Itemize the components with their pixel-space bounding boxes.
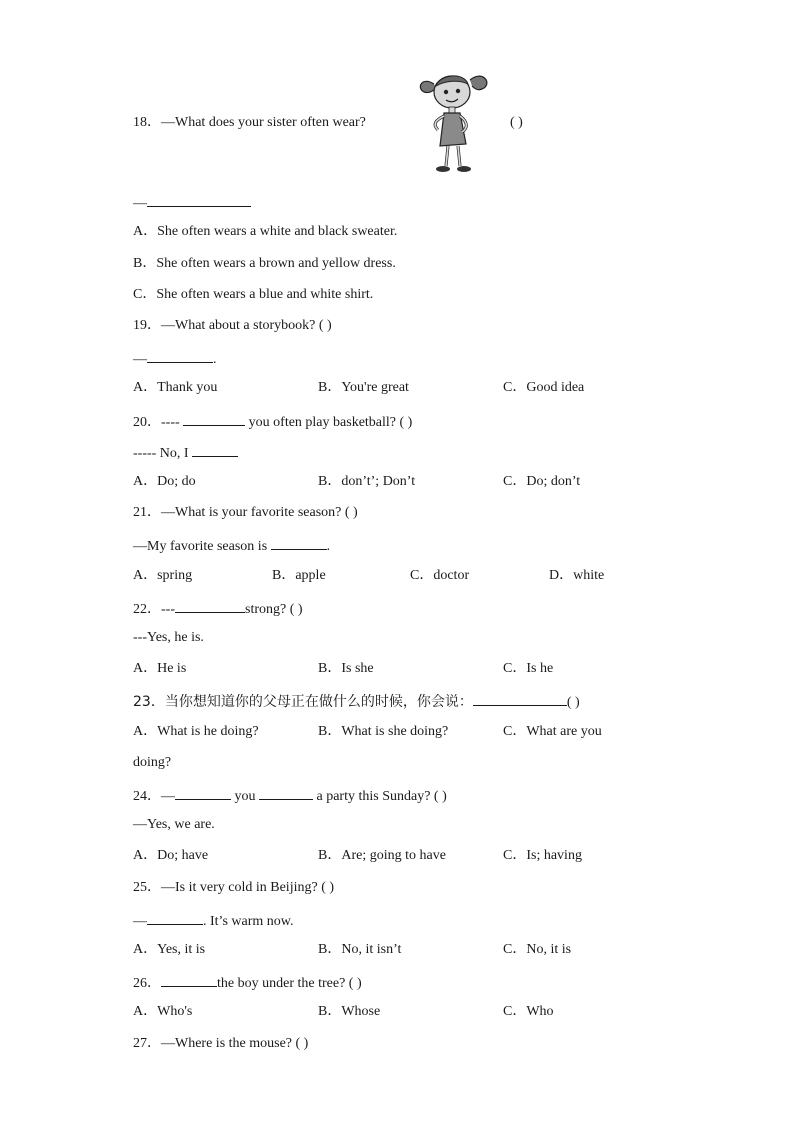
q25-option-b[interactable]: B．No, it isn’t [318, 942, 402, 957]
answer-blank[interactable] [473, 691, 567, 706]
answer-text: . It’s warm now. [203, 914, 294, 929]
q25-option-a[interactable]: A．Yes, it is [133, 942, 206, 957]
answer-blank[interactable] [175, 598, 245, 613]
question-text: 23．当你想知道你的父母正在做什么的时候，你会说： [133, 694, 473, 710]
q23-option-c[interactable]: C．What are you [503, 724, 602, 739]
answer-blank[interactable] [259, 785, 313, 800]
q22-option-c[interactable]: C．Is he [503, 661, 554, 676]
q25-answer-line[interactable] [133, 910, 293, 931]
question-number: 24．— [133, 789, 175, 804]
q25-stem: 25．—Is it very cold in Beijing? ( ) [133, 880, 335, 895]
question-text: strong? ( ) [245, 602, 303, 617]
q18-option-c[interactable]: C．She often wears a blue and white shirt. [133, 287, 374, 302]
q20-option-c[interactable]: C．Do; don’t [503, 474, 581, 489]
q18-option-a[interactable]: A．She often wears a white and black sweater. [133, 224, 398, 239]
dash: — [133, 914, 147, 929]
dash: — [133, 196, 147, 211]
q18-option-b[interactable]: B．She often wears a brown and yellow dress. [133, 256, 396, 271]
q26-option-c[interactable]: C．Who [503, 1004, 554, 1019]
q22-option-b[interactable]: B．Is she [318, 661, 374, 676]
q21-option-b[interactable]: B．apple [272, 568, 326, 583]
q22-answer: ---Yes, he is. [133, 630, 204, 645]
q20-option-b[interactable]: B．don’t’; Don’t [318, 474, 416, 489]
q23-option-c-continuation: doing? [133, 755, 172, 770]
answer-blank[interactable] [147, 348, 213, 363]
q21-stem: 21．—What is your favorite season? ( ) [133, 505, 358, 520]
q24-option-a[interactable]: A．Do; have [133, 848, 209, 863]
q24-option-b[interactable]: B．Are; going to have [318, 848, 446, 863]
q26-option-a[interactable]: A．Who's [133, 1004, 193, 1019]
question-text: you [234, 789, 256, 804]
q22-option-a[interactable]: A．He is [133, 661, 187, 676]
question-number: 20．---- [133, 415, 180, 430]
answer-blank[interactable] [161, 972, 217, 987]
q20-option-a[interactable]: A．Do; do [133, 474, 196, 489]
answer-blank[interactable] [147, 192, 251, 207]
period: . [326, 539, 331, 554]
q24-stem [133, 785, 447, 806]
q26-stem [133, 972, 362, 993]
answer-text: —My favorite season is [133, 539, 268, 554]
question-text: the boy under the tree? ( ) [217, 976, 362, 991]
cartoon-girl-icon [412, 66, 496, 176]
q18-answer-line[interactable] [133, 192, 251, 213]
answer-blank[interactable] [271, 535, 327, 550]
question-number: 22．--- [133, 602, 175, 617]
answer-paren[interactable]: ( ) [566, 695, 580, 710]
q21-option-c[interactable]: C．doctor [410, 568, 470, 583]
answer-blank[interactable] [183, 411, 245, 426]
q18-stem: 18．—What does your sister often wear? [133, 115, 366, 130]
dash: — [133, 352, 147, 367]
question-number: 26． [133, 976, 161, 991]
q20-stem [133, 411, 412, 432]
answer-blank[interactable] [192, 442, 238, 457]
q19-option-c[interactable]: C．Good idea [503, 380, 585, 395]
q22-stem [133, 598, 303, 619]
answer-blank[interactable] [175, 785, 231, 800]
q23-option-a[interactable]: A．What is he doing? [133, 724, 259, 739]
q25-option-c[interactable]: C．No, it is [503, 942, 572, 957]
q21-answer-line[interactable] [133, 535, 330, 556]
q27-stem: 27．—Where is the mouse? ( ) [133, 1036, 309, 1051]
q20-answer-line[interactable] [133, 442, 238, 463]
answer-text: ----- No, I [133, 446, 189, 461]
period: . [213, 352, 217, 367]
q23-stem [133, 691, 580, 712]
q21-option-a[interactable]: A．spring [133, 568, 193, 583]
q23-option-b[interactable]: B．What is she doing? [318, 724, 449, 739]
q24-answer: —Yes, we are. [133, 817, 215, 832]
answer-blank[interactable] [147, 910, 203, 925]
q19-stem: 19．—What about a storybook? ( ) [133, 318, 332, 333]
q21-option-d[interactable]: D．white [549, 568, 605, 583]
q18-answer-paren[interactable]: ( ) [510, 115, 523, 130]
q19-option-a[interactable]: A．Thank you [133, 380, 218, 395]
q19-answer-line[interactable] [133, 348, 217, 369]
q24-option-c[interactable]: C．Is; having [503, 848, 582, 863]
question-text: a party this Sunday? ( ) [316, 789, 447, 804]
q26-option-b[interactable]: B．Whose [318, 1004, 381, 1019]
q19-option-b[interactable]: B．You're great [318, 380, 409, 395]
question-text: you often play basketball? ( ) [248, 415, 413, 430]
